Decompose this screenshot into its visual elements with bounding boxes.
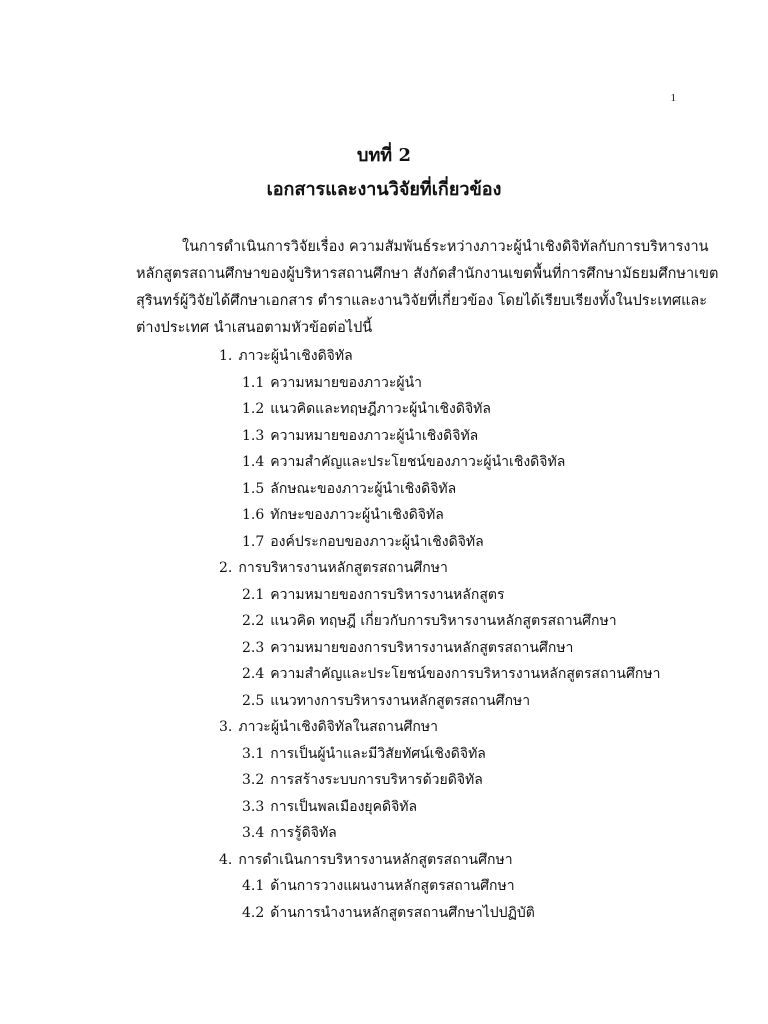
outline-text: ด้านการวางแผนงานหลักสูตรสถานศึกษา xyxy=(270,878,515,894)
outline-subsection xyxy=(0,767,768,794)
outline-subsection xyxy=(0,794,768,821)
outline-number: 1.2 xyxy=(242,401,265,417)
outline-section xyxy=(0,714,768,741)
outline-subsection xyxy=(0,529,768,556)
outline-text: การบริหารงานหลักสูตรสถานศึกษา xyxy=(238,560,448,576)
outline-text: ความสำคัญและประโยชน์ของภาวะผู้นำเชิงดิจิทัล xyxy=(270,454,566,470)
outline-number: 2.2 xyxy=(242,613,265,629)
intro-line: ในการดำเนินการวิจัยเรื่อง ความสัมพันธ์ระหว่างภาวะผู้นำเชิงดิจิทัลกับการบริหารงาน xyxy=(182,239,709,255)
outline-number: 2.3 xyxy=(242,639,265,656)
outline-number: 1. xyxy=(219,348,233,364)
outline-subsection xyxy=(0,370,768,397)
outline-text: ภาวะผู้นำเชิงดิจิทัลในสถานศึกษา xyxy=(238,719,439,735)
outline-subsection xyxy=(0,688,768,715)
outline-number: 2.1 xyxy=(242,586,265,603)
outline-text: ความหมายของภาวะผู้นำ xyxy=(270,374,423,391)
outline-subsection xyxy=(0,820,768,847)
outline-number: 1.3 xyxy=(242,427,265,444)
intro-line: หลักสูตรสถานศึกษาของผู้บริหารสถานศึกษา สังกัดสำนักงานเขตพื้นที่การศึกษามัธยมศึกษาเขต xyxy=(136,266,719,282)
intro-line: ต่างประเทศ นำเสนอตามหัวข้อต่อไปนี้ xyxy=(136,320,373,336)
intro-line: สุรินทร์ผู้วิจัยได้ศึกษาเอกสาร ตำราและงานวิจัยที่เกี่ยวข้อง โดยได้เรียบเรียงทั้งในประเทศและ xyxy=(136,293,708,309)
chapter-heading: บทที่ 2 xyxy=(357,145,411,166)
outline-subsection xyxy=(0,502,768,529)
outline-subsection xyxy=(0,449,768,476)
outline-number: 3.4 xyxy=(242,825,265,841)
outline-number: 3. xyxy=(219,719,233,735)
outline-number: 4. xyxy=(219,851,233,868)
outline-subsection xyxy=(0,396,768,423)
topic-outline xyxy=(0,343,768,926)
outline-text: ความหมายของภาวะผู้นำเชิงดิจิทัล xyxy=(270,427,479,444)
outline-number: 1.5 xyxy=(242,480,265,497)
page-number: 1 xyxy=(670,92,676,104)
outline-subsection xyxy=(0,423,768,450)
outline-subsection xyxy=(0,582,768,609)
outline-text: ความสำคัญและประโยชน์ของการบริหารงานหลักสูตรสถานศึกษา xyxy=(270,666,661,682)
outline-number: 2.4 xyxy=(242,666,265,682)
outline-text: ด้านการนำงานหลักสูตรสถานศึกษาไปปฏิบัติ xyxy=(270,904,535,921)
outline-text: การรู้ดิจิทัล xyxy=(270,825,337,841)
outline-subsection xyxy=(0,476,768,503)
outline-text: องค์ประกอบของภาวะผู้นำเชิงดิจิทัล xyxy=(270,533,484,550)
outline-number: 1.1 xyxy=(242,374,265,391)
outline-text: การดำเนินการบริหารงานหลักสูตรสถานศึกษา xyxy=(238,851,513,868)
outline-number: 1.4 xyxy=(242,454,265,470)
chapter-title: เอกสารและงานวิจัยที่เกี่ยวข้อง xyxy=(266,179,502,200)
outline-subsection xyxy=(0,900,768,927)
outline-text: แนวคิดและทฤษฎีภาวะผู้นำเชิงดิจิทัล xyxy=(270,401,491,417)
outline-text: ความหมายของการบริหารงานหลักสูตรสถานศึกษา xyxy=(270,639,574,656)
outline-text: ความหมายของการบริหารงานหลักสูตร xyxy=(270,586,505,603)
outline-number: 2. xyxy=(219,560,233,576)
outline-text: ลักษณะของภาวะผู้นำเชิงดิจิทัล xyxy=(270,480,457,497)
outline-text: แนวทางการบริหารงานหลักสูตรสถานศึกษา xyxy=(270,692,531,709)
outline-number: 1.7 xyxy=(242,533,265,550)
outline-text: การเป็นพลเมืองยุคดิจิทัล xyxy=(270,798,418,815)
outline-section xyxy=(0,343,768,370)
outline-number: 3.1 xyxy=(242,745,265,762)
outline-subsection xyxy=(0,635,768,662)
outline-text: ทักษะของภาวะผู้นำเชิงดิจิทัล xyxy=(270,507,444,523)
outline-number: 1.6 xyxy=(242,507,265,523)
outline-text: ภาวะผู้นำเชิงดิจิทัล xyxy=(238,348,353,364)
outline-subsection xyxy=(0,741,768,768)
outline-number: 4.2 xyxy=(242,904,265,921)
outline-section xyxy=(0,555,768,582)
outline-number: 3.2 xyxy=(242,772,265,788)
outline-text: การสร้างระบบการบริหารด้วยดิจิทัล xyxy=(270,772,483,788)
intro-paragraph xyxy=(136,234,719,342)
outline-number: 4.1 xyxy=(242,878,265,894)
outline-text: แนวคิด ทฤษฎี เกี่ยวกับการบริหารงานหลักสูตรสถานศึกษา xyxy=(270,613,617,629)
outline-subsection xyxy=(0,661,768,688)
outline-text: การเป็นผู้นำและมีวิสัยทัศน์เชิงดิจิทัล xyxy=(270,745,486,762)
outline-number: 2.5 xyxy=(242,692,265,709)
outline-number: 3.3 xyxy=(242,798,265,815)
outline-subsection xyxy=(0,873,768,900)
outline-section xyxy=(0,847,768,874)
outline-subsection xyxy=(0,608,768,635)
